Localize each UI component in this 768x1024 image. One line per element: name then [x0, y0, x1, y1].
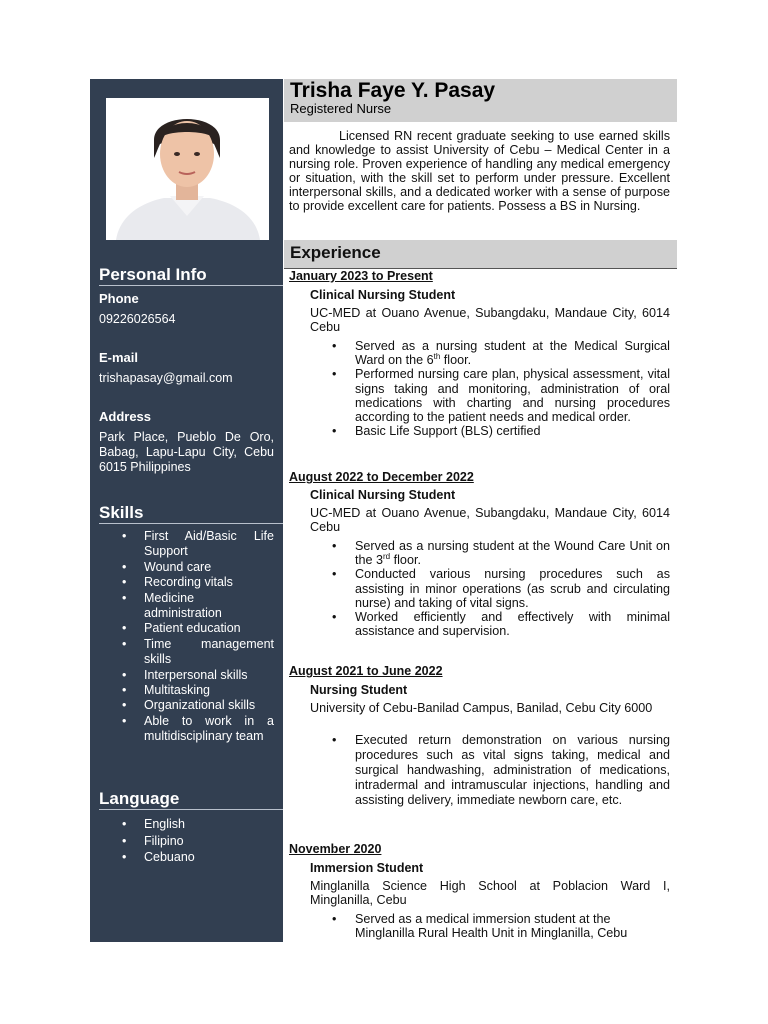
- personal-info-heading: Personal Info: [99, 265, 207, 284]
- profile-photo-image: [106, 98, 269, 240]
- experience-bullet: • Conducted various nursing procedures such as assisting in minor operations (as scrub and circulating nurse) and taking of vital signs.: [355, 567, 670, 610]
- experience-role: Clinical Nursing Student: [310, 488, 456, 502]
- experience-place: UC-MED at Ouano Avenue, Subangdaku, Mandaue City, 6014 Cebu: [310, 306, 670, 334]
- phone-label: Phone: [99, 291, 139, 306]
- language-divider: [99, 809, 283, 810]
- profile-summary-text: Licensed RN recent graduate seeking to use earned skills and knowledge to assist University of Cebu – Medical Center in a nursing role. Proven experience of handling any medical emergency or situation, with the skill set to perform under pressure. Excellent interpersonal skills, and a dedicated worker with a sense of purpose to provide excellent care for patients. Possess a BS in Nursing.: [289, 129, 670, 213]
- experience-bullet: • Served as a nursing student at the Wound Care Unit on the 3rd floor.: [355, 539, 670, 567]
- skills-divider: [99, 523, 283, 524]
- language-item: • Filipino: [144, 833, 274, 850]
- experience-bullet: • Basic Life Support (BLS) certified: [355, 424, 670, 438]
- sidebar: [90, 79, 283, 942]
- skill-item: • Able to work in a multidisciplinary team: [144, 714, 274, 745]
- email-label: E-mail: [99, 350, 139, 365]
- skill-item: • Organizational skills: [144, 698, 274, 713]
- experience-bullet: • Served as a nursing student at the Medical Surgical Ward on the 6th floor.: [355, 339, 670, 367]
- skills-list: [90, 529, 274, 745]
- skill-item: • Multitasking: [144, 683, 274, 698]
- experience-bullet: • Served as a medical immersion student at the Minglanilla Rural Health Unit in Minglanilla, Cebu: [355, 912, 670, 940]
- profile-summary: [289, 130, 670, 213]
- experience-bullet: • Worked efficiently and effectively with minimal assistance and supervision.: [355, 610, 670, 638]
- experience-role: Clinical Nursing Student: [310, 288, 456, 302]
- skill-item: • Time management skills: [144, 637, 274, 668]
- candidate-name: Trisha Faye Y. Pasay: [290, 79, 496, 102]
- experience-period: August 2021 to June 2022: [289, 664, 443, 678]
- skill-item: • Interpersonal skills: [144, 668, 274, 683]
- experience-header: [284, 240, 677, 269]
- language-list: [90, 816, 274, 866]
- name-header: [284, 79, 677, 122]
- personal-info-divider: [99, 285, 283, 286]
- phone-value: 09226026564: [99, 312, 176, 326]
- experience-heading: Experience: [290, 243, 381, 262]
- skills-heading: Skills: [99, 503, 144, 522]
- experience-place: UC-MED at Ouano Avenue, Subangdaku, Mandaue City, 6014 Cebu: [310, 506, 670, 534]
- address-value: Park Place, Pueblo De Oro, Babag, Lapu-Lapu City, Cebu 6015 Philippines: [99, 430, 274, 474]
- language-item: • Cebuano: [144, 849, 274, 866]
- skill-item: • Wound care: [144, 560, 274, 575]
- skill-item: • First Aid/Basic Life Support: [144, 529, 274, 560]
- profile-photo: [106, 98, 269, 240]
- experience-role: Nursing Student: [310, 683, 408, 697]
- experience-bullets: [310, 912, 670, 940]
- address-label: Address: [99, 409, 152, 424]
- experience-bullets: [310, 733, 670, 808]
- experience-bullet: • Executed return demonstration on various nursing procedures such as vital signs taking, medical and surgical handwashing, administration of medications, intradermal and intramuscular injections, handling and assisting delivery, immediate newborn care, etc.: [355, 733, 670, 808]
- experience-bullets: [310, 539, 670, 638]
- skill-item: • Patient education: [144, 621, 274, 636]
- candidate-title: Registered Nurse: [290, 101, 392, 116]
- experience-role: Immersion Student: [310, 861, 424, 875]
- experience-period: August 2022 to December 2022: [289, 470, 474, 484]
- experience-bullets: [310, 339, 670, 438]
- experience-place: Minglanilla Science High School at Poblacion Ward I, Minglanilla, Cebu: [310, 879, 670, 907]
- skill-item: • Medicine administration: [144, 591, 274, 622]
- experience-period: January 2023 to Present: [289, 269, 433, 283]
- skill-item: • Recording vitals: [144, 575, 274, 590]
- experience-place: University of Cebu-Banilad Campus, Banilad, Cebu City 6000: [310, 701, 653, 715]
- experience-bullet: • Performed nursing care plan, physical assessment, vital signs taking and monitoring, administration of oral medications with charting and nursing procedures according to the patient needs and medical order.: [355, 367, 670, 424]
- experience-period: November 2020: [289, 842, 382, 856]
- language-item: • English: [144, 816, 274, 833]
- language-heading: Language: [99, 789, 180, 808]
- email-value[interactable]: trishapasay@gmail.com: [99, 371, 233, 385]
